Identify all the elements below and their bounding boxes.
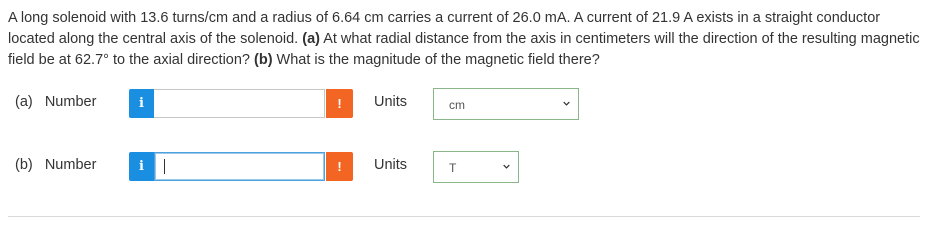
answer-a-number-label: Number [44, 94, 97, 110]
warning-icon[interactable]: ! [326, 152, 353, 181]
answer-b-input[interactable] [154, 152, 325, 181]
info-icon[interactable]: i [129, 152, 154, 181]
text-caret [164, 159, 165, 174]
units-a-select[interactable] [433, 88, 579, 120]
units-a-value: cm [449, 98, 465, 112]
answer-a-part: (a) [15, 94, 33, 110]
chevron-down-icon [503, 163, 510, 170]
answer-b-label [15, 157, 96, 173]
part-a-question: At what radial distance from the axis in centimeters will the direction of the resulting magnetic field be at 62.7° to the axial direction? [8, 31, 920, 68]
bottom-divider [8, 216, 920, 217]
answer-a-label [15, 94, 96, 110]
chevron-down-icon [563, 100, 570, 107]
part-b-question: What is the magnitude of the magnetic field there? [272, 52, 600, 68]
units-b-value: T [449, 161, 457, 175]
part-b-marker: (b) [254, 52, 273, 68]
info-icon[interactable]: i [129, 89, 154, 118]
answer-a-input[interactable] [154, 89, 325, 118]
warning-icon[interactable]: ! [326, 89, 353, 118]
units-a-label: Units [374, 94, 408, 110]
question-intro: A long solenoid with 13.6 turns/cm and a radius of 6.64 cm carries a current of 26.0 mA. A current of 21.9 A exists in a straight conductor located along the central axis of the solenoid. [8, 10, 881, 47]
part-a-marker: (a) [302, 31, 320, 47]
units-b-select[interactable] [433, 151, 519, 183]
units-b-label: Units [374, 157, 408, 173]
answer-b-part: (b) [15, 157, 33, 173]
question-text [8, 8, 920, 71]
answer-b-number-label: Number [44, 157, 97, 173]
